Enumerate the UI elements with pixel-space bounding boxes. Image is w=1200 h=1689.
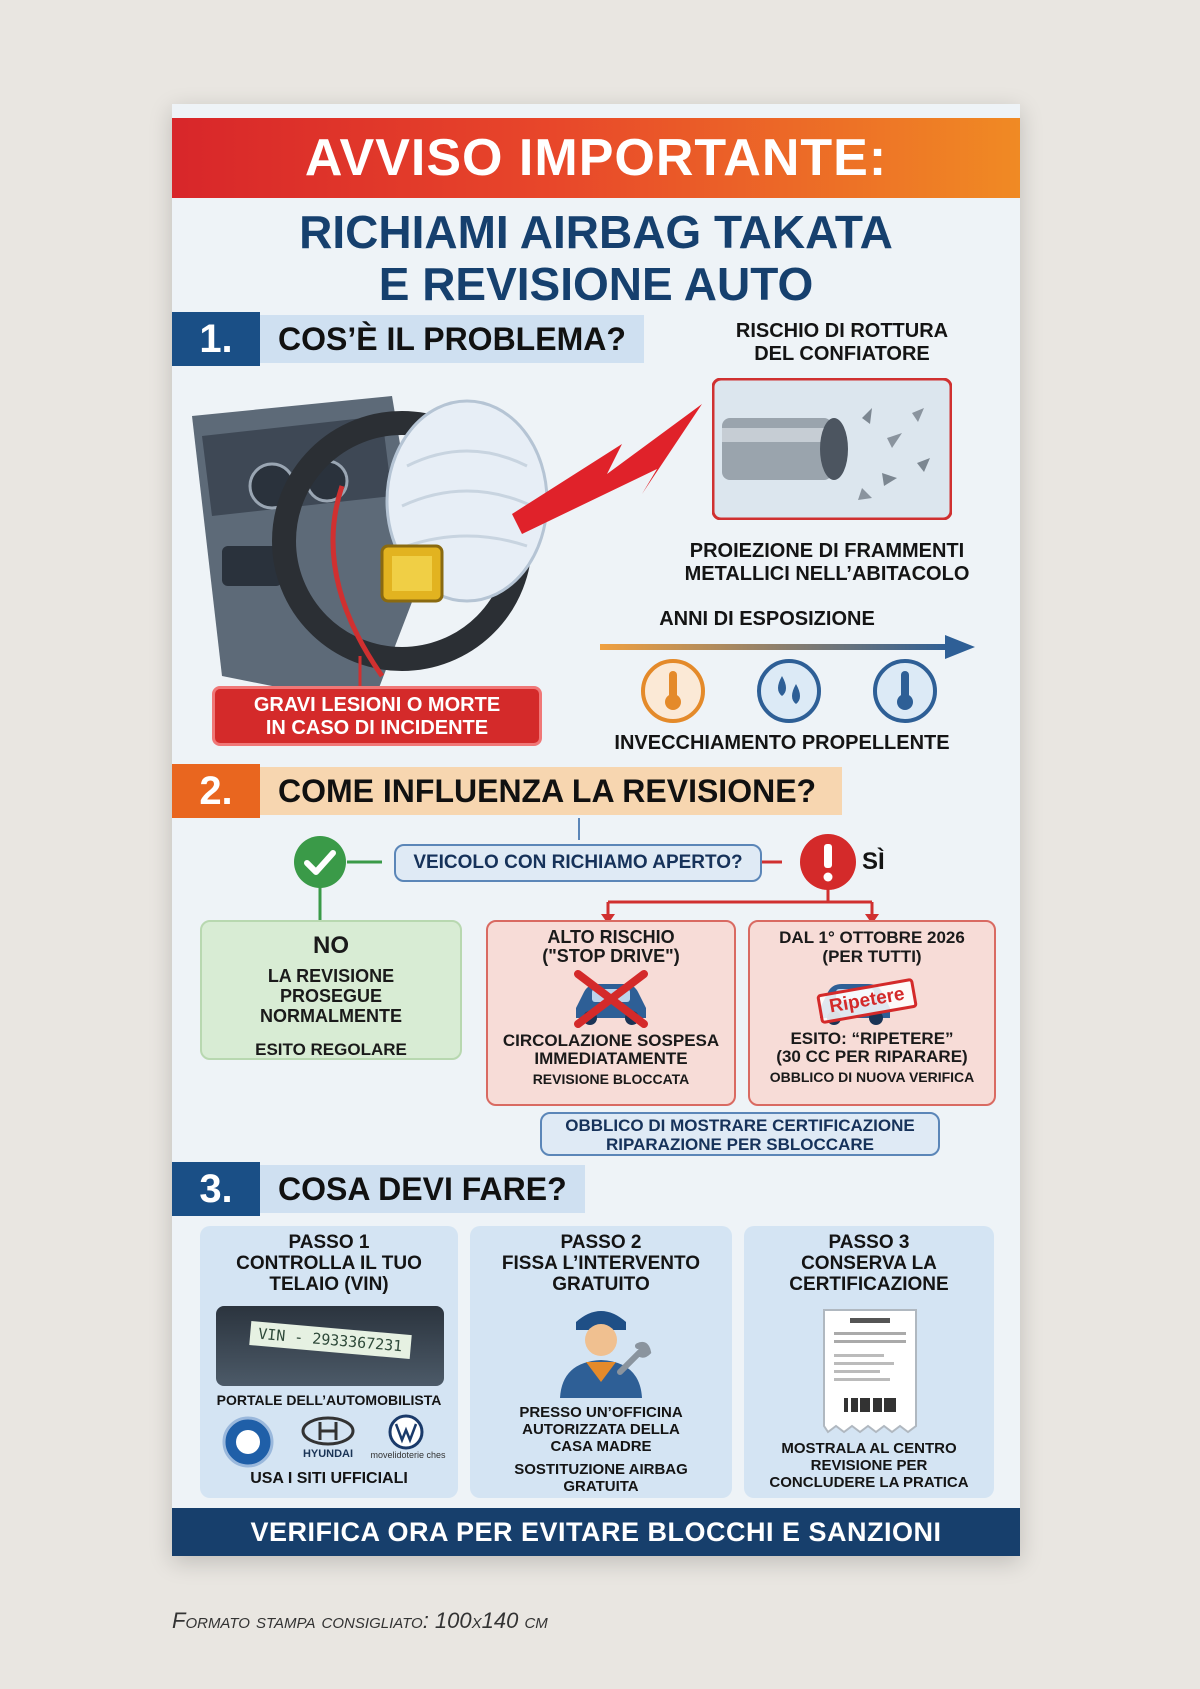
- no-outcome-box: [200, 920, 462, 1060]
- risk-label: [692, 320, 992, 366]
- certification-line-1: OBBLICO DI MOSTRARE CERTIFICAZIONE: [565, 1116, 915, 1135]
- step-1-card: [200, 1226, 458, 1498]
- exposure-label: ANNI DI ESPOSIZIONE: [659, 608, 875, 630]
- october-line-2: (30 CC PER RIPARARE): [776, 1047, 968, 1066]
- no-outcome: ESITO REGOLARE: [255, 1040, 407, 1059]
- step-3-body: [744, 1440, 994, 1491]
- step-1-footer: USA I SITI UFFICIALI: [250, 1470, 408, 1487]
- high-risk-title-2: ("STOP DRIVE"): [542, 946, 680, 966]
- step-2-line-3: CASA MADRE: [550, 1438, 652, 1455]
- hot-thermometer-icon: [638, 656, 708, 726]
- risk-label-line-1: RISCHIO DI ROTTURA: [735, 320, 949, 342]
- section-1-title: COS’È IL PROBLEMA?: [260, 315, 644, 363]
- lightning-bolt-icon: [512, 404, 712, 544]
- certificate-receipt-icon: [820, 1306, 920, 1436]
- section-1-header: [172, 312, 644, 366]
- step-arrow-icon: [730, 1338, 746, 1368]
- no-line-3: NORMALMENTE: [260, 1006, 402, 1026]
- section-3-title: COSA DEVI FARE?: [260, 1165, 585, 1213]
- official-seal-logo: [220, 1416, 276, 1468]
- vw-label: movelidoterie ches: [370, 1450, 446, 1460]
- step-2-line-5: GRATUITA: [563, 1478, 639, 1495]
- step-2-line-1: PRESSO UN’OFFICINA: [519, 1404, 683, 1421]
- injury-line-2: IN CASO DI INCIDENTE: [265, 717, 489, 739]
- section-1-number: 1.: [172, 312, 260, 366]
- subtitle-line-1: RICHIAMI AIRBAG TAKATA: [299, 206, 893, 258]
- no-line-1: LA REVISIONE: [267, 966, 395, 986]
- october-line-1: ESITO: “RIPETERE”: [790, 1029, 954, 1048]
- broken-inflator-image: [712, 378, 952, 520]
- section-2-number: 2.: [172, 764, 260, 818]
- aging-label: INVECCHIAMENTO PROPELLENTE: [614, 732, 950, 754]
- high-risk-line-3: REVISIONE BLOCCATA: [532, 1071, 690, 1087]
- cold-thermometer-icon: [870, 656, 940, 726]
- vin-sticker: VIN - 2933367231: [249, 1321, 411, 1359]
- step-2-title: [470, 1226, 732, 1295]
- no-title: NO: [313, 932, 349, 959]
- step-1-title-1: PASSO 1: [288, 1232, 370, 1253]
- subtitle-line-2: E REVISIONE AUTO: [378, 258, 814, 310]
- step-2-body: [470, 1404, 732, 1495]
- step-2-card: [470, 1226, 732, 1498]
- vw-logo-icon: [388, 1414, 424, 1450]
- step-3-title-3: CERTIFICAZIONE: [789, 1274, 949, 1295]
- yes-label: SÌ: [862, 848, 885, 875]
- step-2-line-4: SOSTITUZIONE AIRBAG: [514, 1461, 688, 1478]
- projection-line-1: PROIEZIONE DI FRAMMENTI: [689, 540, 965, 562]
- high-risk-line-1: CIRCOLAZIONE SOSPESA: [502, 1031, 720, 1050]
- check-icon: [292, 834, 348, 890]
- repeat-stamp-area: [750, 966, 994, 1030]
- section-3-number: 3.: [172, 1162, 260, 1216]
- banner-title: AVVISO IMPORTANTE:: [304, 129, 888, 187]
- step-3-title-1: PASSO 3: [828, 1232, 910, 1253]
- step-arrow-icon: [456, 1338, 472, 1368]
- step-2-title-1: PASSO 2: [560, 1232, 642, 1253]
- step-2-line-2: AUTORIZZATA DELLA: [522, 1421, 680, 1438]
- windshield-image: [216, 1306, 444, 1386]
- header-banner: [172, 118, 1020, 198]
- poster-footer: VERIFICA ORA PER EVITARE BLOCCHI E SANZIONI: [172, 1508, 1020, 1556]
- high-risk-line-2: IMMEDIATAMENTE: [534, 1049, 688, 1068]
- high-risk-title-1: ALTO RISCHIO: [547, 927, 675, 947]
- projection-line-2: METALLICI NELL’ABITACOLO: [684, 563, 970, 585]
- section-2-header: [172, 764, 842, 818]
- crossed-car-icon: [566, 968, 656, 1028]
- recall-question-pill: VEICOLO CON RICHIAMO APERTO?: [394, 844, 762, 882]
- step-3-card: [744, 1226, 994, 1498]
- print-format-caption: Formato stampa consigliato: 100x140 cm: [172, 1608, 548, 1633]
- october-title-1: DAL 1° OTTOBRE 2026: [779, 928, 965, 947]
- hyundai-logo-icon: [300, 1416, 356, 1446]
- section-3-header: [172, 1162, 585, 1216]
- injury-line-1: GRAVI LESIONI O MORTE: [253, 694, 501, 716]
- risk-label-line-2: DEL CONFIATORE: [754, 343, 930, 365]
- no-line-2: PROSEGUE: [279, 986, 383, 1006]
- certification-line-2: RIPARAZIONE PER SBLOCCARE: [606, 1135, 874, 1154]
- step-3-line-1: MOSTRALA AL CENTRO: [781, 1440, 957, 1457]
- ripetere-stamp: Ripetere: [816, 978, 918, 1025]
- step-3-line-3: CONCLUDERE LA PRATICA: [769, 1474, 969, 1491]
- exclamation-icon: [798, 832, 858, 892]
- step-1-title-3: TELAIO (VIN): [269, 1274, 389, 1295]
- step-3-title-2: CONSERVA LA: [801, 1253, 937, 1274]
- october-title-2: (PER TUTTI): [822, 947, 922, 966]
- portal-label: PORTALE DELL’AUTOMOBILISTA: [216, 1392, 442, 1408]
- step-3-title: [744, 1226, 994, 1295]
- mechanic-icon: [546, 1302, 656, 1398]
- october-line-3: OBBLICO DI NUOVA VERIFICA: [769, 1069, 975, 1085]
- poster-subtitle: [172, 206, 1020, 310]
- injury-warning-box: [212, 686, 542, 746]
- infographic-poster: [172, 104, 1020, 1556]
- hyundai-label: HYUNDAI: [302, 1448, 354, 1460]
- section-2-title: COME INFLUENZA LA REVISIONE?: [260, 767, 842, 815]
- humidity-drops-icon: [754, 656, 824, 726]
- high-risk-box: [486, 920, 736, 1106]
- certification-requirement-pill: [540, 1112, 940, 1156]
- projection-label: [642, 540, 1012, 586]
- step-2-title-3: GRATUITO: [552, 1274, 650, 1295]
- october-2026-box: [748, 920, 996, 1106]
- step-2-title-2: FISSA L’INTERVENTO: [501, 1253, 701, 1274]
- step-1-title: [200, 1226, 458, 1295]
- step-3-line-2: REVISIONE PER: [810, 1457, 928, 1474]
- step-1-title-2: CONTROLLA IL TUO: [236, 1253, 422, 1274]
